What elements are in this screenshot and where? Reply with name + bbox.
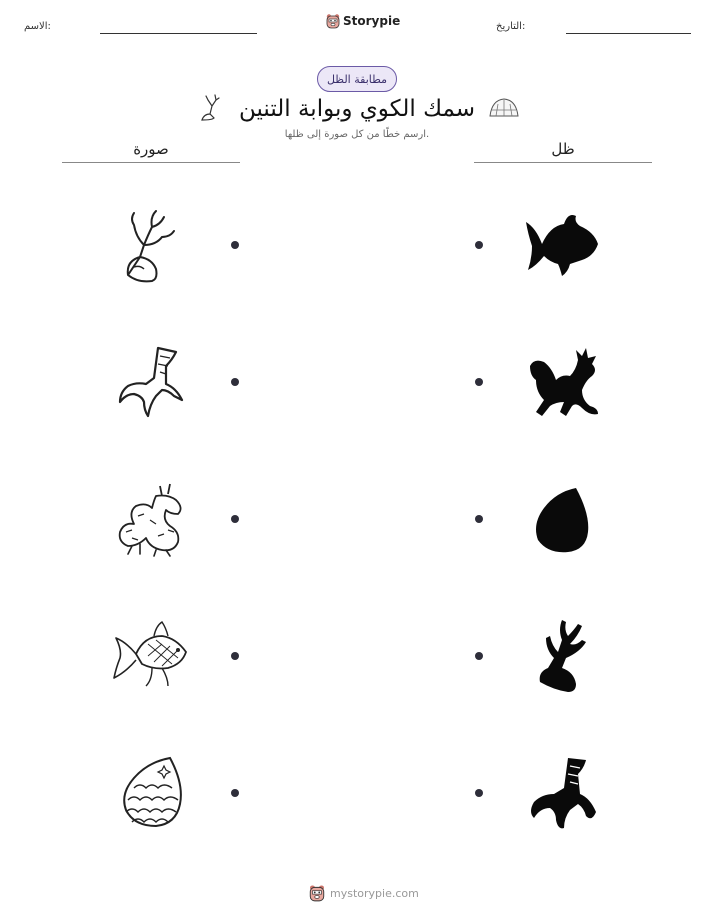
coral-icon[interactable]: [118, 205, 184, 285]
activity-badge: مطابقة الظل: [317, 66, 397, 92]
brand-name: Storypie: [343, 14, 401, 28]
shadow-dot-5[interactable]: [475, 789, 483, 797]
shadow-dot-1[interactable]: [475, 241, 483, 249]
shadow-dot-4[interactable]: [475, 652, 483, 660]
name-line: [100, 33, 257, 34]
picture-column-line: [62, 162, 240, 163]
picture-dot-1[interactable]: [231, 241, 239, 249]
bear-logo-icon: [308, 884, 326, 902]
picture-dot-5[interactable]: [231, 789, 239, 797]
dragon-egg-icon[interactable]: [118, 754, 186, 830]
shell-decor-icon: [488, 96, 520, 120]
shadow-dot-3[interactable]: [475, 515, 483, 523]
koi-fish-icon[interactable]: [112, 620, 192, 690]
shadow-dot-2[interactable]: [475, 378, 483, 386]
koi-fish-shadow-icon[interactable]: [524, 210, 602, 280]
dragon-claw-icon[interactable]: [116, 344, 188, 420]
dragon-claw-shadow-icon[interactable]: [528, 754, 598, 832]
picture-column-heading: صورة: [133, 140, 169, 158]
egg-shadow-icon[interactable]: [532, 484, 592, 556]
page-title: سمك الكوي وبوابة التنين: [238, 96, 476, 122]
instructions: ارسم خطًا من كل صورة إلى ظلها.: [284, 129, 430, 140]
bear-logo-icon: [325, 13, 341, 29]
footer-url[interactable]: mystorypie.com: [330, 886, 419, 900]
footer: [308, 884, 419, 902]
shadow-column-heading: ظل: [551, 140, 575, 158]
picture-dot-3[interactable]: [231, 515, 239, 523]
picture-dot-4[interactable]: [231, 652, 239, 660]
brand-logo: [325, 13, 400, 29]
dragon-icon[interactable]: [112, 480, 190, 558]
shadow-column-line: [474, 162, 652, 163]
coral-shadow-icon[interactable]: [534, 616, 592, 694]
date-label: التاريخ:: [496, 21, 526, 32]
name-label: الاسم:: [24, 21, 51, 32]
picture-dot-2[interactable]: [231, 378, 239, 386]
date-line: [566, 33, 691, 34]
dragon-shadow-icon[interactable]: [526, 346, 602, 418]
